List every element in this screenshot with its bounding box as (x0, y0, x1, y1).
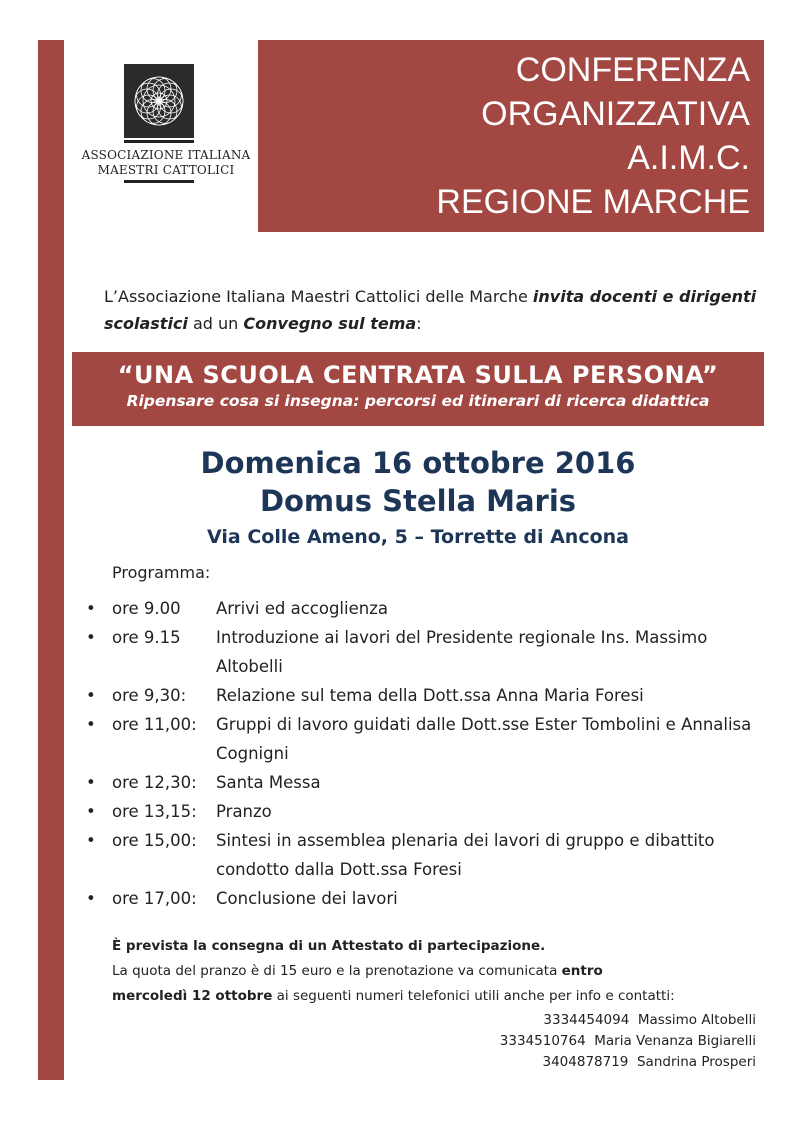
contact-list (500, 1010, 756, 1073)
program-time: ore 11,00: (112, 715, 197, 734)
intro-invite: invita docenti e dirigenti scolastici (104, 287, 757, 333)
program-time: ore 9,30: (112, 686, 187, 705)
logo-text-line-2: MAESTRI CATTOLICI (97, 163, 235, 177)
program-desc: Pranzo (216, 802, 272, 821)
program-desc: Conclusione dei lavori (216, 889, 398, 908)
logo-divider (124, 140, 194, 143)
program-desc: Relazione sul tema della Dott.ssa Anna Maria Foresi (216, 686, 644, 705)
intro-paragraph (104, 283, 764, 337)
bullet-icon: • (86, 599, 96, 618)
lunch-deadline-1: entro (561, 963, 603, 979)
notes-section (112, 934, 772, 1009)
program-item (86, 884, 766, 913)
program-time: ore 9.00 (112, 599, 181, 618)
program-desc: Gruppi di lavoro guidati dalle Dott.sse Ester Tombolini e Annalisa Cognigni (216, 715, 752, 763)
program-item (86, 594, 766, 623)
theme-subtitle: Ripensare cosa si insegna: percorsi ed itinerari di ricerca didattica (126, 392, 710, 410)
theme-banner (72, 352, 764, 426)
association-logo (76, 64, 256, 204)
program-desc: Sintesi in assemblea plenaria dei lavori di gruppo e dibattito condotto dalla Dott.ssa Foresi (216, 831, 715, 879)
program-item (86, 681, 766, 710)
program-time: ore 13,15: (112, 802, 197, 821)
bullet-icon: • (86, 715, 96, 734)
program-item (86, 797, 766, 826)
program-time: ore 15,00: (112, 831, 197, 850)
program-time: ore 9.15 (112, 628, 181, 647)
title-line-3: A.I.M.C. (627, 139, 750, 177)
program-item (86, 768, 766, 797)
event-address: Via Colle Ameno, 5 – Torrette di Ancona (207, 526, 629, 548)
bullet-icon: • (86, 831, 96, 850)
bullet-icon: • (86, 773, 96, 792)
program-list (86, 594, 766, 913)
lunch-deadline-2: mercoledì 12 ottobre (112, 988, 273, 1004)
contact-entry: 3334454094 Massimo Altobelli (543, 1012, 756, 1028)
program-item (86, 710, 766, 768)
left-accent-bar (38, 40, 64, 1080)
title-line-2: ORGANIZZATIVA (481, 95, 750, 133)
event-date: Domenica 16 ottobre 2016 (200, 446, 636, 480)
logo-text-line-1: ASSOCIAZIONE ITALIANA (81, 148, 251, 162)
program-time: ore 17,00: (112, 889, 197, 908)
program-desc: Arrivi ed accoglienza (216, 599, 388, 618)
bullet-icon: • (86, 802, 96, 821)
program-desc: Santa Messa (216, 773, 321, 792)
program-item (86, 623, 766, 681)
logo-divider-bottom (124, 180, 194, 183)
bullet-icon: • (86, 628, 96, 647)
intro-text-2: ad un (187, 314, 244, 333)
event-venue: Domus Stella Maris (259, 484, 577, 518)
rosette-emblem-icon (124, 64, 194, 138)
lunch-text-2: ai seguenti numeri telefonici utili anche per info e contatti: (272, 988, 675, 1004)
program-time: ore 12,30: (112, 773, 197, 792)
program-item (86, 826, 766, 884)
conference-title-box (258, 40, 764, 232)
program-label: Programma: (112, 563, 211, 582)
contact-entry: 3404878719 Sandrina Prosperi (542, 1054, 756, 1070)
intro-text-1: L’Associazione Italiana Maestri Cattolici delle Marche (104, 287, 533, 306)
title-line-1: CONFERENZA (515, 51, 750, 89)
contact-entry: 3334510764 Maria Venanza Bigiarelli (499, 1033, 756, 1049)
intro-text-3: : (416, 314, 422, 333)
bullet-icon: • (86, 686, 96, 705)
intro-convegno: Convegno sul tema (243, 314, 417, 333)
certificate-note: È prevista la consegna di un Attestato di partecipazione. (112, 938, 546, 954)
bullet-icon: • (86, 889, 96, 908)
program-desc: Introduzione ai lavori del Presidente regionale Ins. Massimo Altobelli (216, 628, 708, 676)
theme-title: “UNA SCUOLA CENTRATA SULLA PERSONA” (117, 361, 719, 389)
lunch-note (112, 959, 772, 1009)
title-line-4: REGIONE MARCHE (436, 183, 750, 221)
lunch-text-1: La quota del pranzo è di 15 euro e la prenotazione va comunicata (112, 963, 562, 979)
